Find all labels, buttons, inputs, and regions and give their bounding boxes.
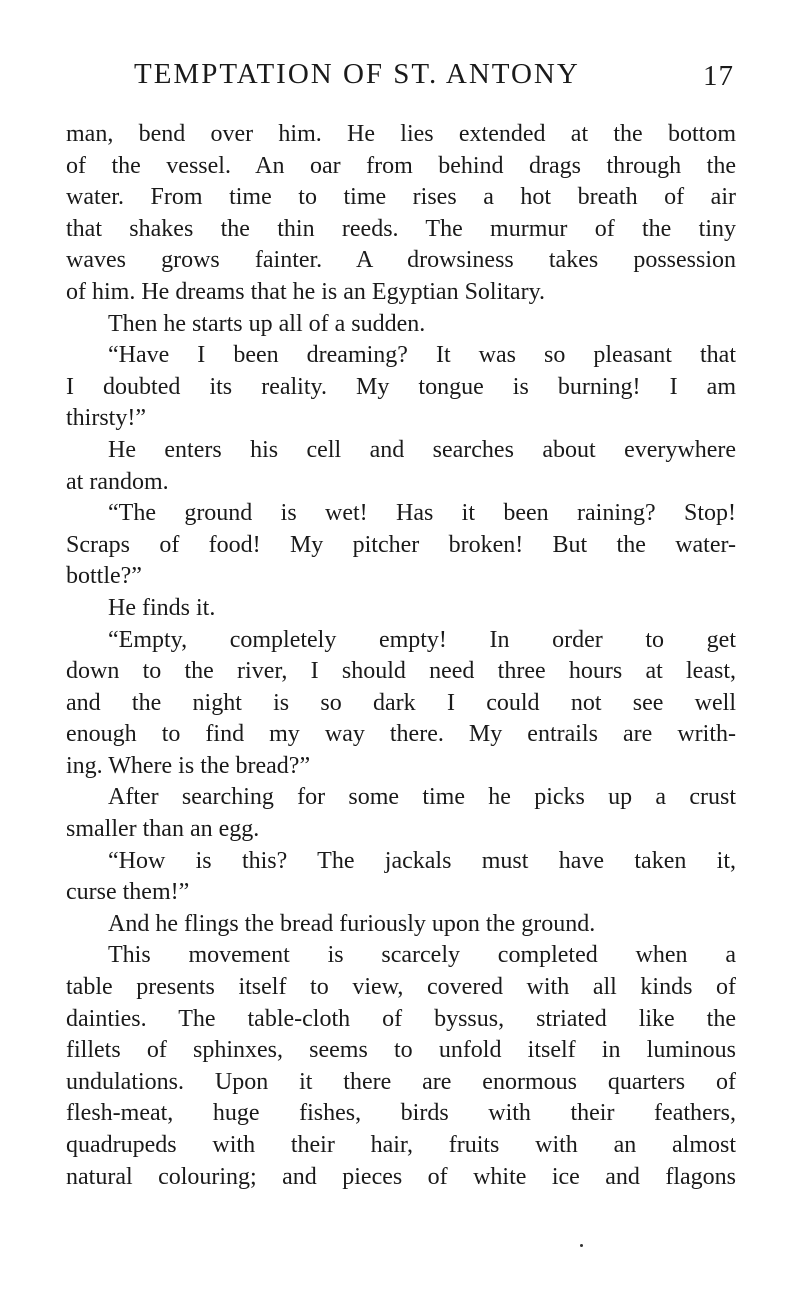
text-line: that shakes the thin reeds. The murmur of the tiny bbox=[66, 215, 736, 242]
text-line: I doubted its reality. My tongue is burning! I am bbox=[66, 373, 736, 400]
text-line: He finds it. bbox=[108, 594, 216, 621]
text-line: enough to find my way there. My entrails are writh- bbox=[66, 721, 736, 748]
text-line: down to the river, I should need three hours at least, bbox=[66, 658, 736, 685]
text-line: “Empty, completely empty! In order to get bbox=[108, 626, 736, 653]
text-line: man, bend over him. He lies extended at the bottom bbox=[66, 121, 736, 147]
text-line: And he flings the bread furiously upon the ground. bbox=[108, 910, 596, 937]
text-line: thirsty!” bbox=[66, 405, 146, 432]
text-line: water. From time to time rises a hot breath of air bbox=[66, 184, 736, 211]
print-speck bbox=[580, 1244, 583, 1247]
text-line: “Have I been dreaming? It was so pleasant that bbox=[108, 342, 736, 369]
text-line: Then he starts up all of a sudden. bbox=[108, 310, 426, 337]
text-line: quadrupeds with their hair, fruits with an almost bbox=[66, 1132, 736, 1158]
text-line: at random. bbox=[66, 468, 169, 495]
text-line: waves grows fainter. A drowsiness takes possession bbox=[66, 247, 736, 274]
text-line: smaller than an egg. bbox=[66, 816, 260, 843]
text-line: of him. He dreams that he is an Egyptian Solitary. bbox=[66, 278, 546, 305]
text-line: Scraps of food! My pitcher broken! But the water- bbox=[66, 531, 736, 558]
running-head bbox=[134, 58, 734, 98]
text-line: of the vessel. An oar from behind drags through the bbox=[66, 152, 736, 179]
running-head-title: TEMPTATION OF ST. ANTONY bbox=[134, 58, 580, 90]
text-line: curse them!” bbox=[66, 879, 190, 906]
text-line: ing. Where is the bread?” bbox=[66, 752, 311, 779]
text-line: After searching for some time he picks up a crust bbox=[108, 784, 736, 811]
text-line: fillets of sphinxes, seems to unfold itself in luminous bbox=[66, 1037, 736, 1064]
text-line: “The ground is wet! Has it been raining? Stop! bbox=[108, 500, 736, 527]
text-line: table presents itself to view, covered with all kinds of bbox=[66, 974, 736, 1001]
body-text bbox=[66, 119, 736, 1193]
text-line: dainties. The table-cloth of byssus, striated like the bbox=[66, 1005, 736, 1032]
text-line: This movement is scarcely completed when a bbox=[108, 942, 736, 969]
text-line: undulations. Upon it there are enormous quarters of bbox=[66, 1068, 736, 1095]
page-number: 17 bbox=[703, 60, 734, 92]
text-line: bottle?” bbox=[66, 563, 142, 590]
text-line: natural colouring; and pieces of white ice and flagons bbox=[66, 1163, 736, 1190]
text-line: He enters his cell and searches about everywhere bbox=[108, 436, 736, 463]
text-line: flesh-meat, huge fishes, birds with their feathers, bbox=[66, 1100, 736, 1127]
text-line: “How is this? The jackals must have taken it, bbox=[108, 847, 736, 874]
text-line: and the night is so dark I could not see well bbox=[66, 689, 736, 716]
